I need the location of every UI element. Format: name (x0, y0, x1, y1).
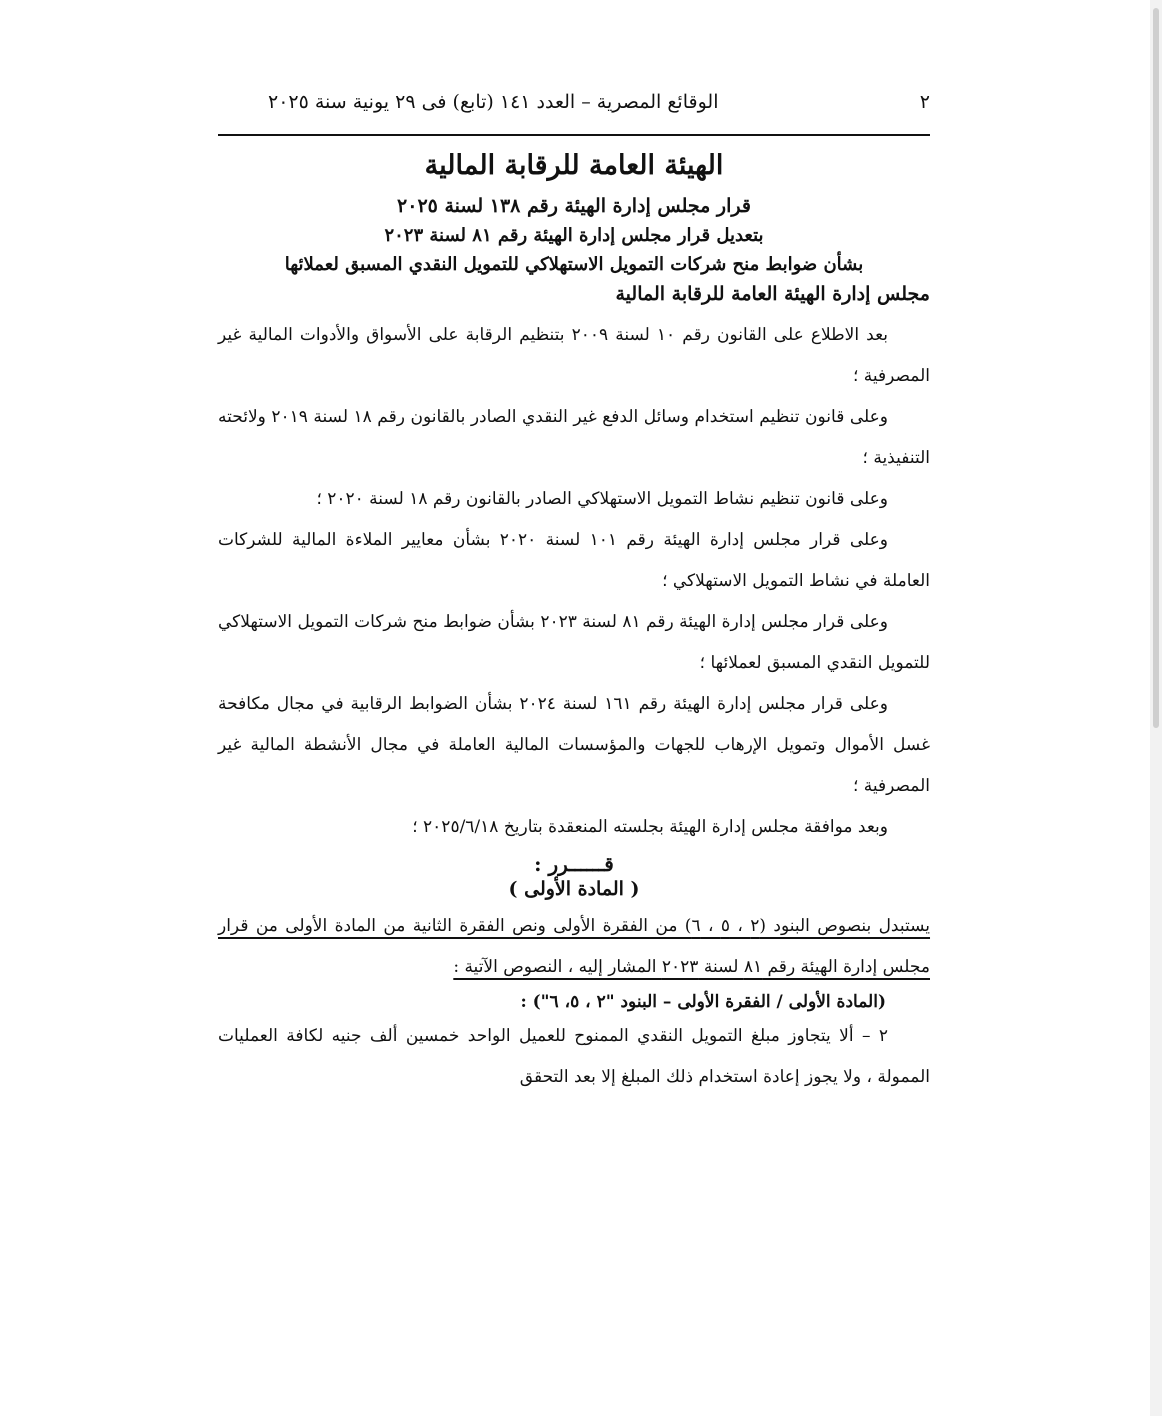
vertical-scrollbar[interactable] (1150, 0, 1162, 1416)
amending-line: بتعديل قرار مجلس إدارة الهيئة رقم ٨١ لسنة ٢٠٢٣ (384, 225, 764, 246)
recital: بعد الاطلاع على القانون رقم ١٠ لسنة ٢٠٠٩ بتنظيم الرقابة على الأسواق والأدوات المالية غير المصرفية ؛ (218, 325, 930, 386)
recital: وعلى قرار مجلس إدارة الهيئة رقم ١٠١ لسنة ٢٠٢٠ بشأن معايير الملاءة المالية للشركات العاملة في نشاط التمويل الاستهلاكي ؛ (218, 530, 930, 591)
clauses-subheading: (المادة الأولى / الفقرة الأولى – البنود "٢ ، ٥، ٦") : (520, 992, 886, 1012)
subject-line: بشأن ضوابط منح شركات التمويل الاستهلاكي للتمويل النقدي المسبق لعملائها (284, 254, 864, 275)
authority-title: الهيئة العامة للرقابة المالية (424, 150, 724, 181)
recital: وعلى قانون تنظيم استخدام وسائل الدفع غير النقدي الصادر بالقانون رقم ١٨ لسنة ٢٠١٩ ولائحته التنفيذية ؛ (218, 407, 930, 468)
article-one-heading: ( المادة الأولى ) (508, 878, 640, 900)
page-header (218, 80, 930, 124)
board-line: مجلس إدارة الهيئة العامة للرقابة المالية (615, 283, 930, 305)
decree-heading: قــــــرر : (534, 852, 614, 876)
recital: وعلى قرار مجلس إدارة الهيئة رقم ١٦١ لسنة ٢٠٢٤ بشأن الضوابط الرقابية في مجال مكافحة غسل الأموال وتمويل الإرهاب للجهات والمؤسسات المالية العاملة في مجال الأنشطة المالية غير المصرفية ؛ (218, 694, 930, 796)
clause-2: ٢ – ألا يتجاوز مبلغ التمويل النقدي الممنوح للعميل الواحد خمسين ألف جنيه لكافة العمليات الممولة ، ولا يجوز إعادة استخدام ذلك المبلغ إلا بعد التحقق (218, 1026, 930, 1087)
scrollbar-thumb[interactable] (1153, 8, 1159, 728)
decision-title: قرار مجلس إدارة الهيئة رقم ١٣٨ لسنة ٢٠٢٥ (397, 195, 751, 217)
recital: وبعد موافقة مجلس إدارة الهيئة بجلسته المنعقدة بتاريخ ٢٠٢٥/٦/١٨ ؛ (412, 817, 888, 837)
document-page (218, 80, 930, 1098)
header-divider (218, 134, 930, 136)
recital: وعلى قانون تنظيم نشاط التمويل الاستهلاكي الصادر بالقانون رقم ١٨ لسنة ٢٠٢٠ ؛ (316, 489, 888, 509)
recital: وعلى قرار مجلس إدارة الهيئة رقم ٨١ لسنة ٢٠٢٣ بشأن ضوابط منح شركات التمويل الاستهلاكي للتمويل النقدي المسبق لعملائها ؛ (218, 612, 930, 673)
article-one-body (218, 906, 930, 988)
gazette-header: الوقائع المصرية – العدد ١٤١ (تابع) فى ٢٩ يونية سنة ٢٠٢٥ (268, 91, 719, 113)
page-number: ٢ (919, 91, 930, 113)
article-one-text: يستبدل بنصوص البنود (٢ ، ٥ ، ٦) من الفقرة الأولى ونص الفقرة الثانية من المادة الأولى من قرار مجلس إدارة الهيئة رقم ٨١ لسنة ٢٠٢٣ المشار إليه ، النصوص الآتية : (218, 916, 931, 977)
